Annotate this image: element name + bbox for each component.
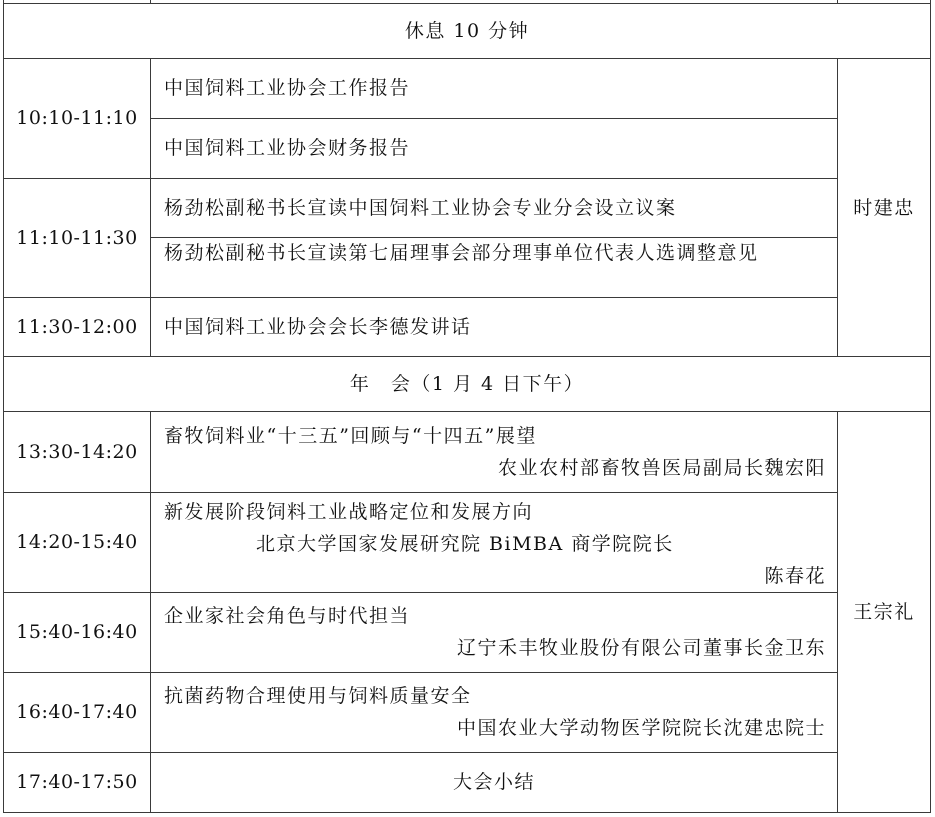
agenda-item: 杨劲松副秘书长宣读第七届理事会部分理事单位代表人选调整意见	[164, 242, 759, 264]
section-header: 年 会（1 月 4 日下午）	[349, 373, 585, 395]
talk-title: 企业家社会角色与时代担当	[164, 605, 411, 627]
time-cell: 16:40-17:40	[16, 701, 138, 723]
table-rule	[3, 492, 838, 493]
talk-title: 大会小结	[452, 771, 535, 793]
table-rule	[150, 58, 151, 357]
agenda-item: 杨劲松副秘书长宣读中国饲料工业协会专业分会设立议案	[164, 197, 677, 219]
table-rule	[150, 0, 151, 4]
talk-title: 抗菌药物合理使用与饲料质量安全	[164, 685, 472, 707]
table-rule	[3, 356, 931, 357]
table-rule	[150, 118, 838, 119]
time-cell: 14:20-15:40	[16, 531, 138, 553]
talk-speaker: 中国农业大学动物医学院院长沈建忠院士	[456, 717, 826, 739]
time-cell: 11:30-12:00	[16, 316, 138, 338]
table-rule	[3, 297, 838, 298]
table-rule	[3, 411, 931, 412]
talk-speaker: 辽宁禾丰牧业股份有限公司董事长金卫东	[456, 637, 826, 659]
table-rule	[150, 411, 151, 813]
table-rule	[3, 3, 931, 4]
time-cell: 17:40-17:50	[16, 771, 138, 793]
agenda-item: 中国饲料工业协会财务报告	[164, 137, 411, 159]
time-cell: 10:10-11:10	[16, 107, 138, 129]
talk-speaker: 农业农村部畜牧兽医局副局长魏宏阳	[497, 457, 826, 479]
table-rule	[930, 0, 931, 813]
table-rule	[150, 237, 838, 238]
table-rule	[3, 752, 838, 753]
break-row-label: 休息 10 分钟	[404, 20, 530, 42]
table-rule	[3, 672, 838, 673]
table-rule	[3, 812, 931, 813]
session-chair: 王宗礼	[853, 601, 915, 623]
session-chair: 时建忠	[853, 197, 915, 219]
talk-speaker-org: 北京大学国家发展研究院 BiMBA 商学院院长	[256, 533, 674, 555]
agenda-item: 中国饲料工业协会工作报告	[164, 77, 411, 99]
time-cell: 13:30-14:20	[16, 441, 138, 463]
time-cell: 15:40-16:40	[16, 621, 138, 643]
table-rule	[3, 178, 838, 179]
table-rule	[3, 58, 931, 59]
talk-title: 新发展阶段饲料工业战略定位和发展方向	[164, 501, 534, 523]
agenda-item: 中国饲料工业协会会长李德发讲话	[164, 316, 472, 338]
talk-speaker: 陈春花	[764, 565, 826, 587]
table-rule	[3, 592, 838, 593]
table-rule	[837, 0, 838, 4]
talk-title: 畜牧饲料业“十三五”回顾与“十四五”展望	[164, 425, 537, 447]
time-cell: 11:10-11:30	[16, 227, 138, 249]
